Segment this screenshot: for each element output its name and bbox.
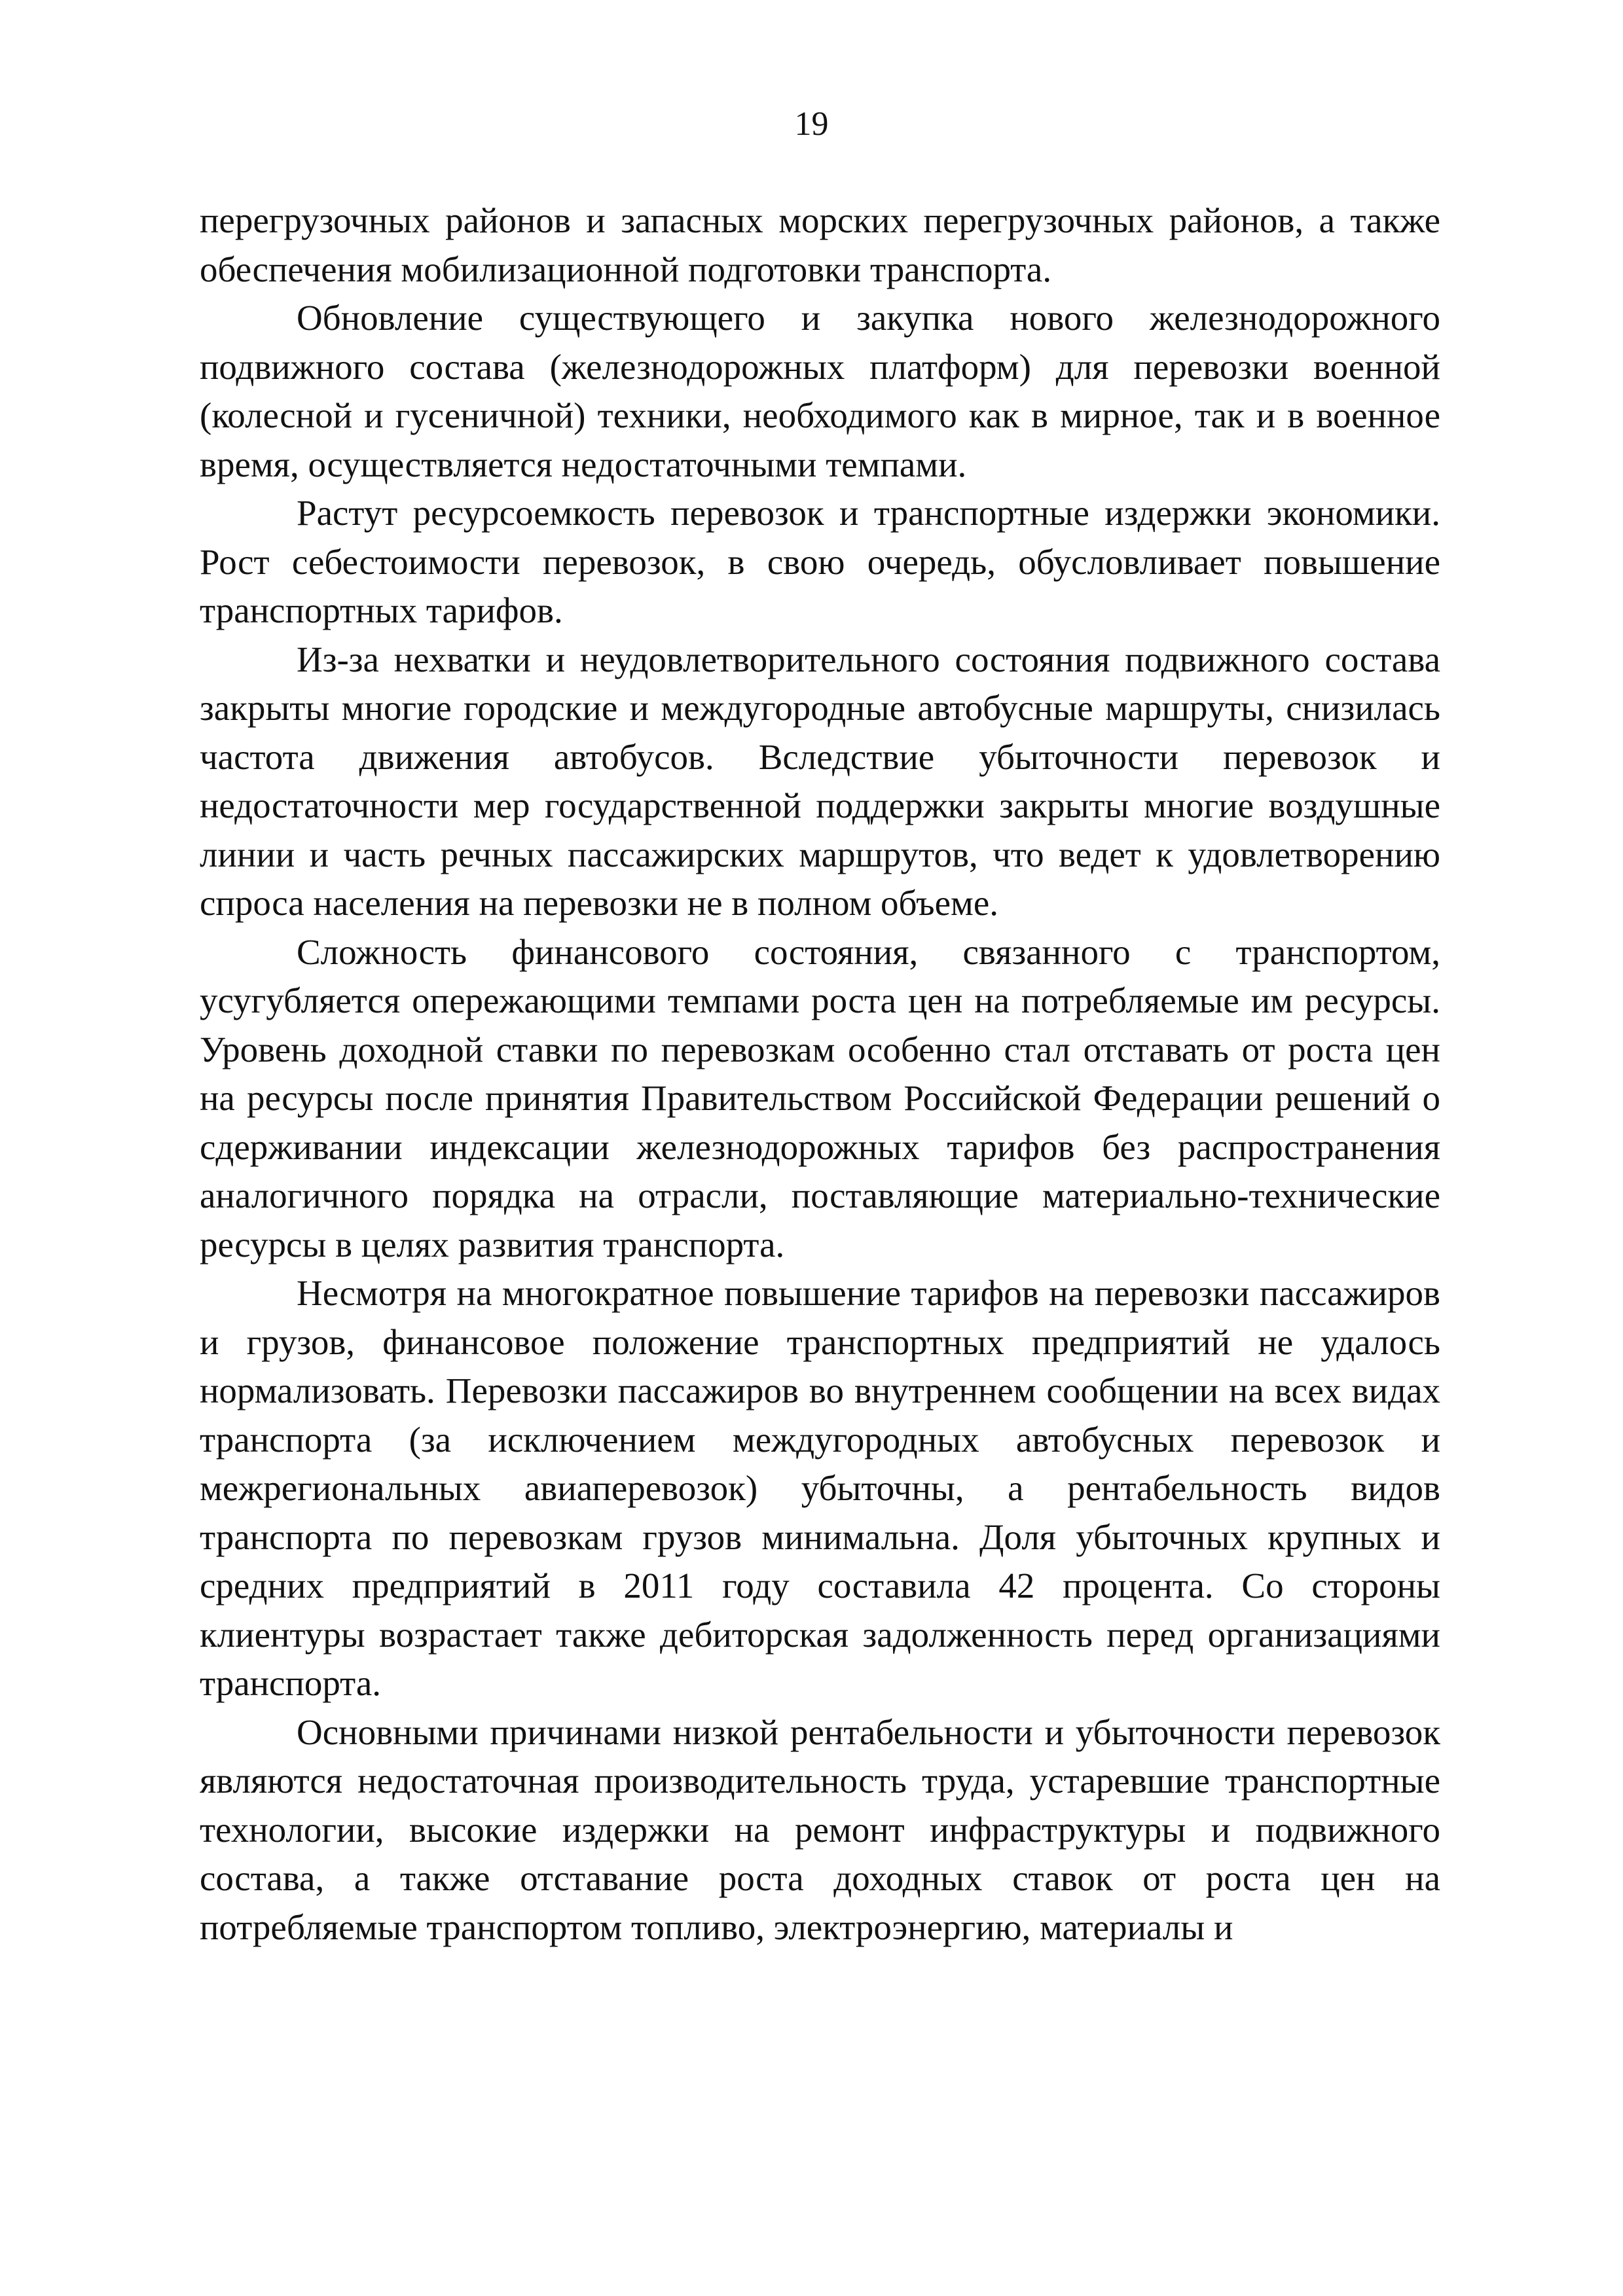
- paragraph: Растут ресурсоемкость перевозок и транспортные издержки экономики. Рост себестоимости перевозок, в свою очередь, обусловливает повышение транспортных тарифов.: [200, 493, 1440, 630]
- paragraph: Основными причинами низкой рентабельности и убыточности перевозок являются недостаточная производительность труда, устаревшие транспортные технологии, высокие издержки на ремонт инфраструктуры и подвижного состава, а также отставание роста доходных ставок от роста цен на потребляемые транспортом топливо, электроэнергию, материалы и: [200, 1712, 1440, 1947]
- page-number: 19: [794, 105, 829, 143]
- paragraph: Обновление существующего и закупка нового железнодорожного подвижного состава (железнодорожных платформ) для перевозки военной (колесной и гусеничной) техники, необходимого как в мирное, так и в военное время, осуществляется недостаточными темпами.: [200, 298, 1440, 484]
- paragraph: Сложность финансового состояния, связанного с транспортом, усугубляется опережающими темпами роста цен на потребляемые им ресурсы. Уровень доходной ставки по перевозкам особенно стал отставать от роста цен на ресурсы после принятия Правительством Российской Федерации решений о сдерживании индексации железнодорожных тарифов без распространения аналогичного порядка на отрасли, поставляющие материально-технические ресурсы в целях развития транспорта.: [200, 931, 1440, 1265]
- paragraph: перегрузочных районов и запасных морских перегрузочных районов, а также обеспечения мобилизационной подготовки транспорта.: [200, 200, 1440, 289]
- paragraph: Несмотря на многократное повышение тарифов на перевозки пассажиров и грузов, финансовое положение транспортных предприятий не удалось нормализовать. Перевозки пассажиров во внутреннем сообщении на всех видах транспорта (за исключением междугородных автобусных перевозок и межрегиональных авиаперевозок) убыточны, а рентабельность видов транспорта по перевозкам грузов минимальна. Доля убыточных крупных и средних предприятий в 2011 году составила 42 процента. Со стороны клиентуры возрастает также дебиторская задолженность перед организациями транспорта.: [200, 1273, 1440, 1703]
- body-text: [200, 196, 1440, 1952]
- paragraph: Из-за нехватки и неудовлетворительного состояния подвижного состава закрыты многие городские и междугородные автобусные маршруты, снизилась частота движения автобусов. Вследствие убыточности перевозок и недостаточности мер государственной поддержки закрыты многие воздушные линии и часть речных пассажирских маршрутов, что ведет к удовлетворению спроса населения на перевозки не в полном объеме.: [200, 639, 1440, 923]
